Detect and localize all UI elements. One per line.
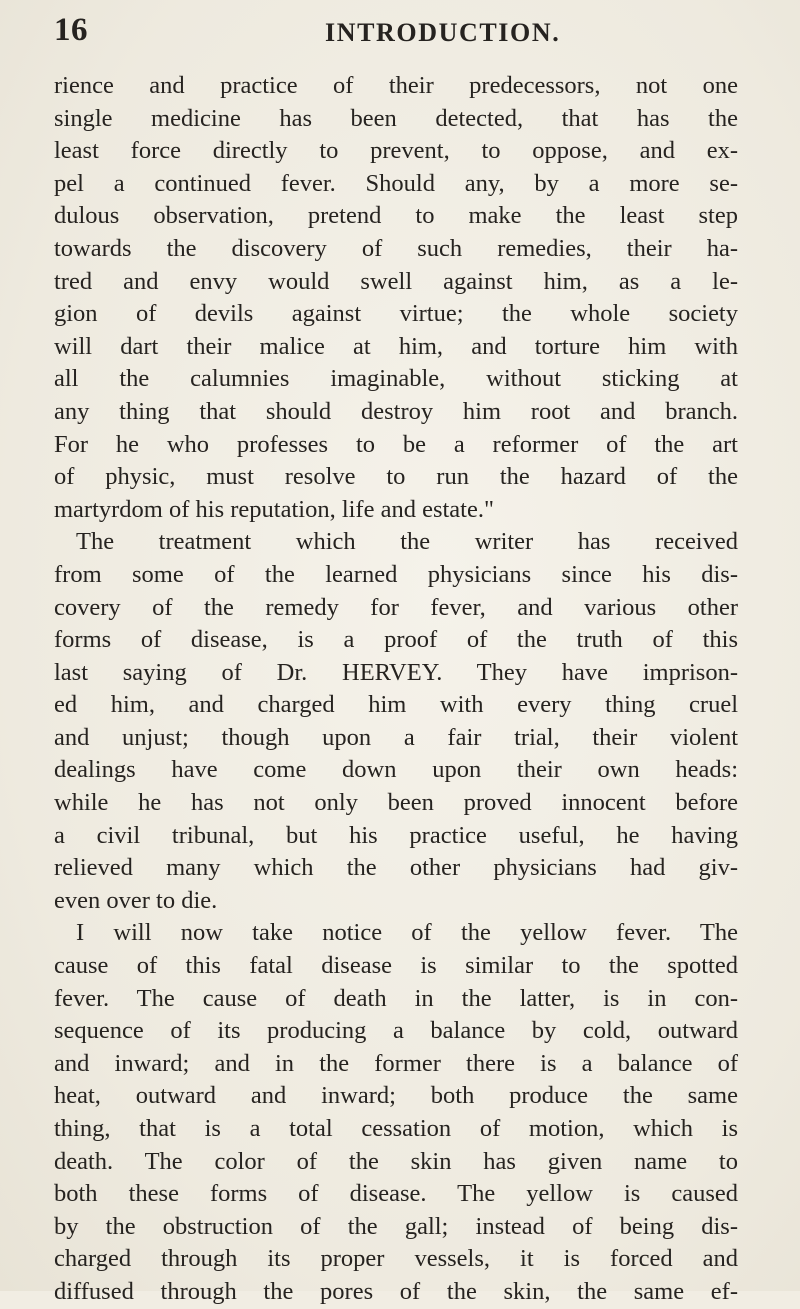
text-line: gion of devils against virtue; the whole society [54, 300, 738, 328]
text-line: covery of the remedy for fever, and various other [54, 593, 738, 621]
text-line: both these forms of disease. The yellow is caused [54, 1180, 738, 1208]
running-title: INTRODUCTION. [325, 18, 561, 47]
text-line: of physic, must resolve to run the hazard of the [54, 463, 738, 491]
text-line: relieved many which the other physicians had giv- [54, 854, 738, 882]
text-line: last saying of Dr. HERVEY. They have imprison- [54, 658, 738, 686]
text-line: and unjust; though upon a fair trial, their violent [54, 723, 738, 751]
text-line: thing, that is a total cessation of motion, which is [54, 1115, 738, 1142]
text-line: heat, outward and inward; both produce the same [54, 1082, 738, 1110]
text-line: from some of the learned physicians since his dis- [54, 560, 738, 588]
text-line: charged through its proper vessels, it is forced and [54, 1245, 738, 1273]
text-line: The treatment which the writer has received [76, 528, 738, 556]
page-number: 16 [54, 12, 88, 48]
text-line: even over to die. [54, 886, 218, 914]
text-line: ed him, and charged him with every thing cruel [54, 691, 738, 719]
text-line: and inward; and in the former there is a balance of [54, 1049, 738, 1077]
text-line: dealings have come down upon their own heads: [54, 756, 738, 784]
text-line: fever. The cause of death in the latter, is in con- [54, 984, 738, 1012]
text-line: tred and envy would swell against him, as a le- [54, 267, 738, 295]
text-line: will dart their malice at him, and torture him with [54, 332, 738, 360]
text-line: For he who professes to be a reformer of the art [54, 430, 738, 458]
text-line: sequence of its producing a balance by cold, outward [54, 1017, 738, 1045]
text-line: towards the discovery of such remedies, their ha- [54, 234, 738, 262]
text-line: pel a continued fever. Should any, by a more se- [54, 169, 738, 197]
text-line: any thing that should destroy him root and branch. [54, 397, 738, 425]
text-line: rience and practice of their predecessors, not one [54, 72, 738, 99]
text-line: all the calumnies imaginable, without sticking at [54, 365, 738, 393]
text-line: diffused through the pores of the skin, the same ef- [54, 1277, 738, 1305]
running-head [54, 12, 738, 52]
text-line: single medicine has been detected, that has the [54, 104, 738, 132]
text-line: a civil tribunal, but his practice useful, he having [54, 821, 738, 849]
text-line: forms of disease, is a proof of the truth of this [54, 626, 738, 654]
text-line: death. The color of the skin has given name to [54, 1147, 738, 1175]
text-line: while he has not only been proved innocent before [54, 789, 738, 817]
text-line: by the obstruction of the gall; instead of being dis- [54, 1212, 738, 1240]
text-line: cause of this fatal disease is similar to the spotted [54, 952, 738, 980]
text-line: martyrdom of his reputation, life and estate." [54, 495, 494, 523]
text-line: I will now take notice of the yellow fever. The [76, 919, 738, 947]
text-line: dulous observation, pretend to make the least step [54, 202, 738, 230]
body-text [54, 70, 738, 1309]
text-line: least force directly to prevent, to oppose, and ex- [54, 137, 738, 165]
